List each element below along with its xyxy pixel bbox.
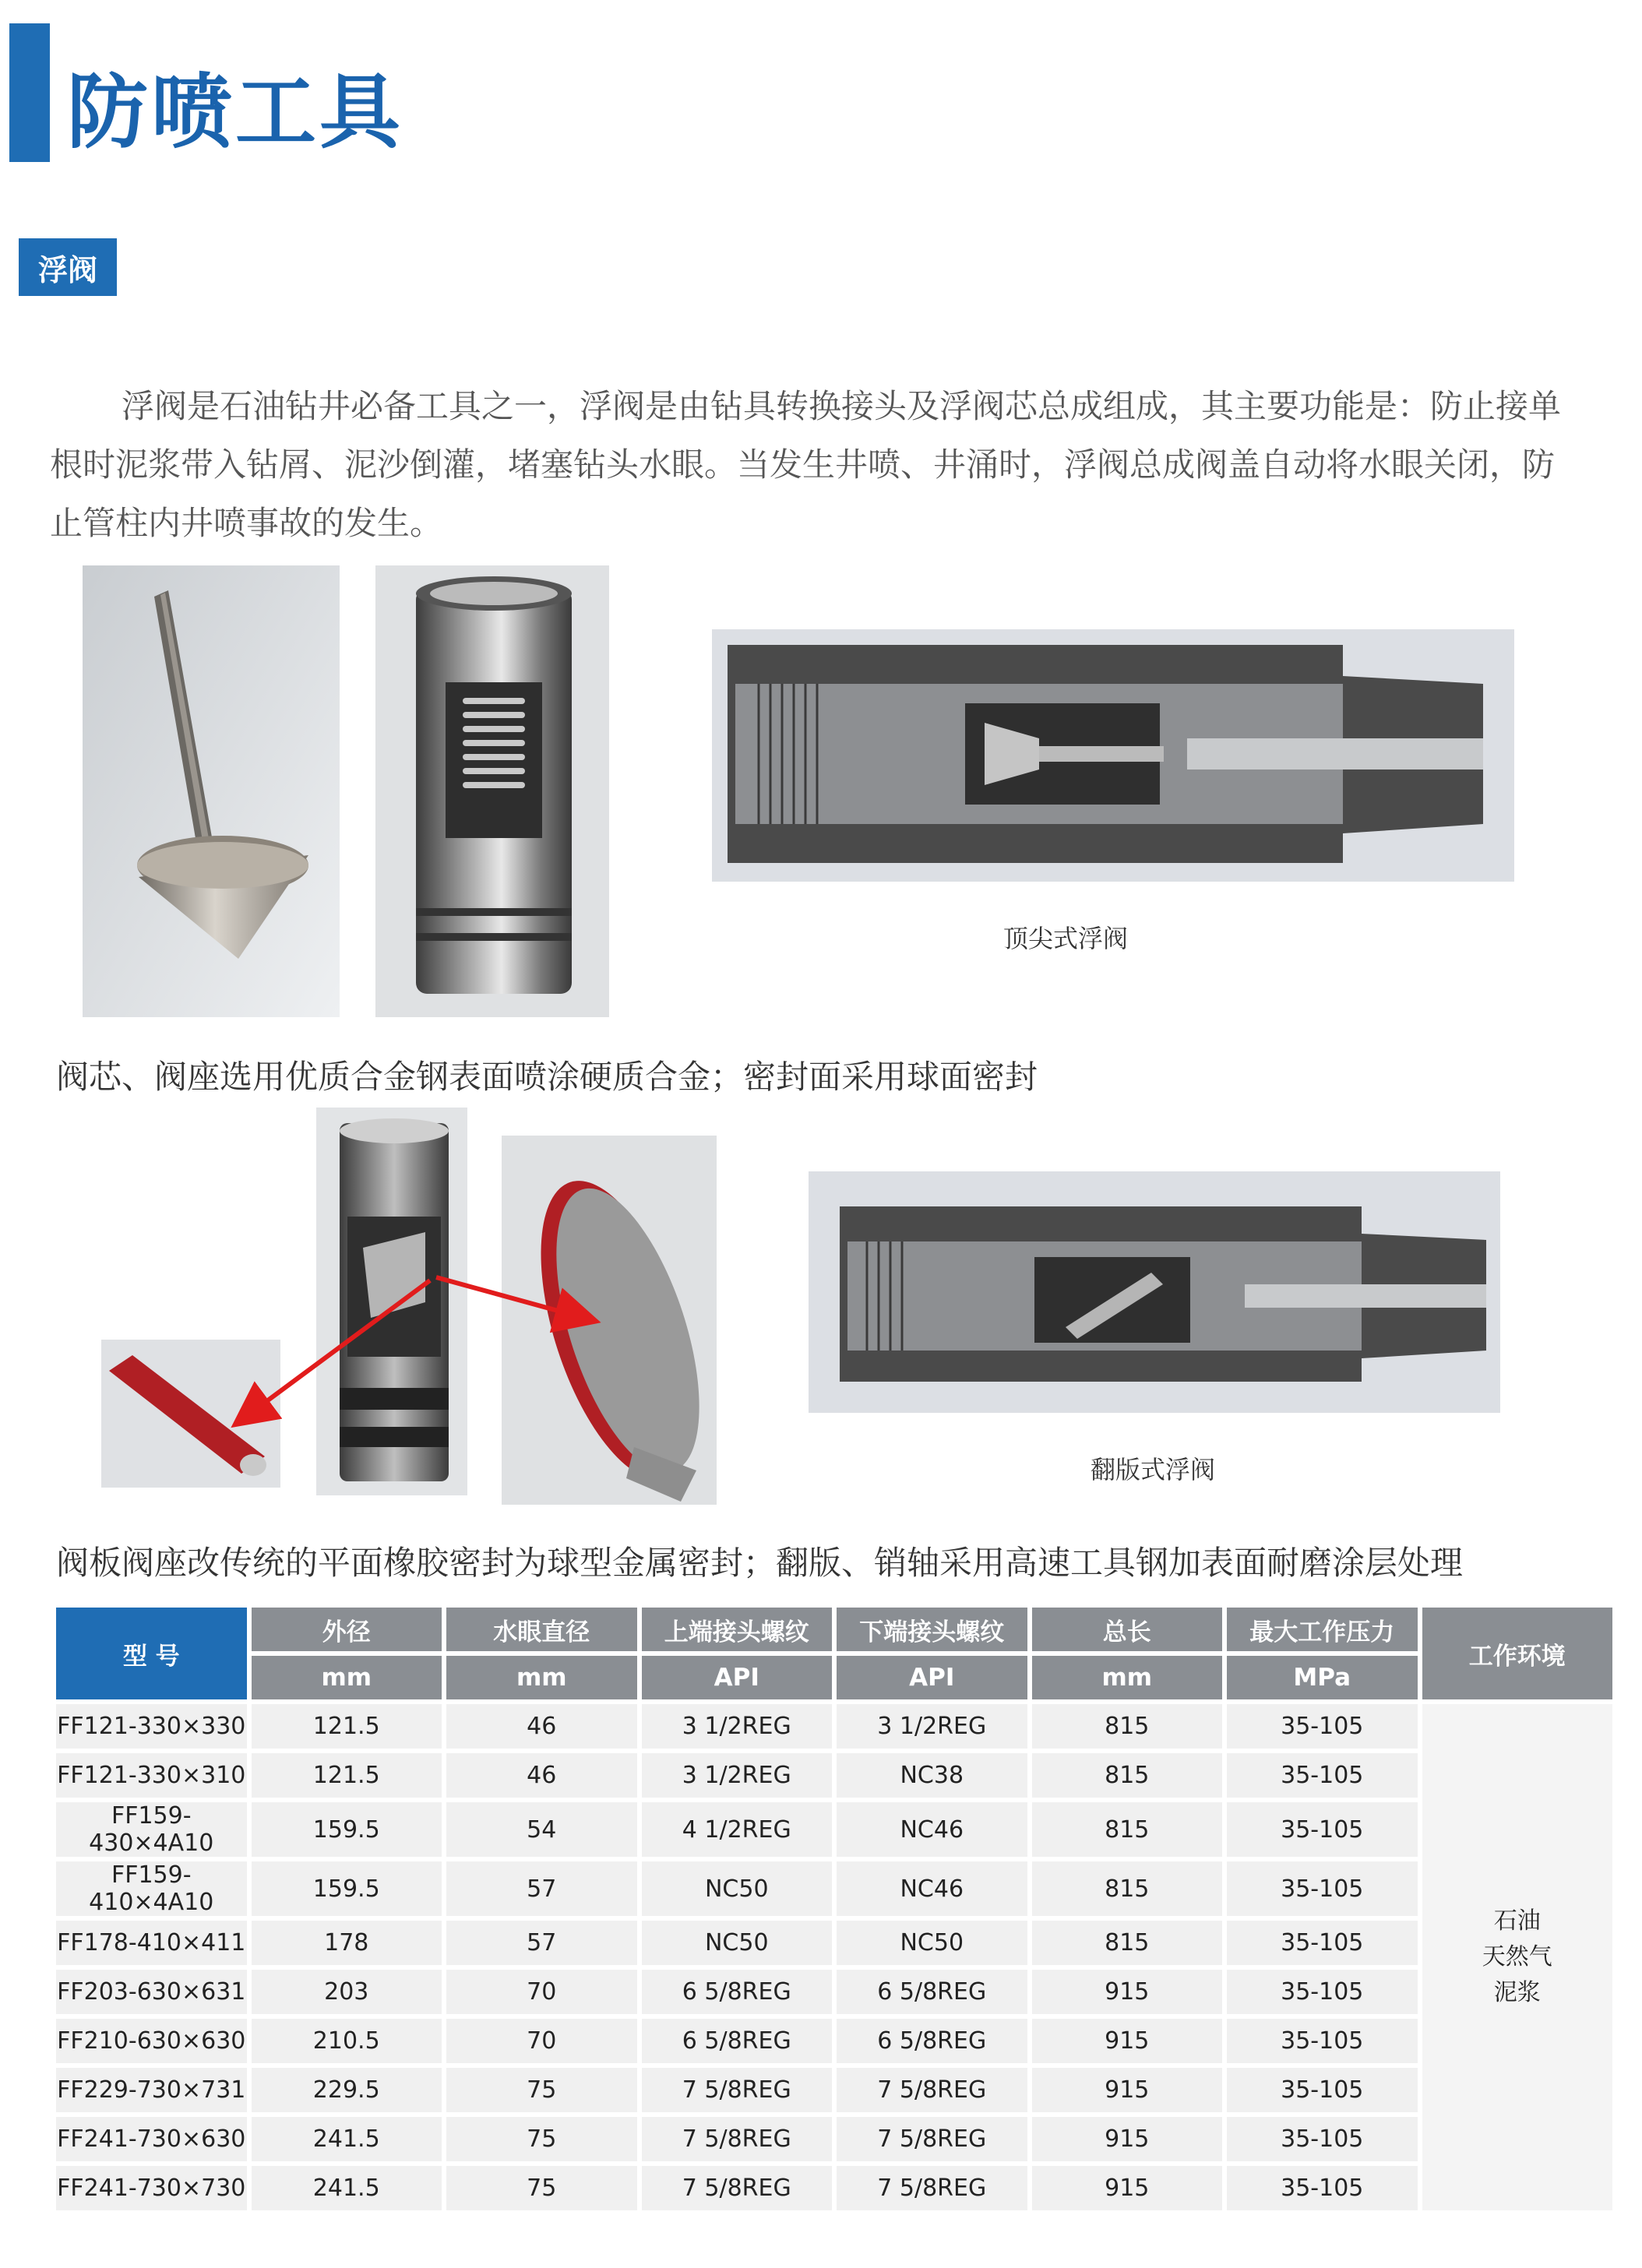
- header-upper-thread: 上端接头螺纹: [642, 1608, 833, 1651]
- cell-pressure: 35-105: [1227, 2019, 1418, 2063]
- cell-pressure: 35-105: [1227, 2117, 1418, 2161]
- cell-lower-thread: NC38: [837, 1753, 1027, 1798]
- unit-lower-thread: API: [837, 1656, 1027, 1699]
- cell-length: 815: [1032, 1861, 1223, 1916]
- cell-pressure: 35-105: [1227, 1753, 1418, 1798]
- table-row: [56, 1802, 1612, 1857]
- cell-bore: 46: [446, 1704, 637, 1749]
- cell-bore: 70: [446, 2019, 637, 2063]
- env-oil: 石油: [1493, 1907, 1541, 1935]
- cell-length: 815: [1032, 1704, 1223, 1749]
- unit-od: mm: [252, 1656, 442, 1699]
- cell-length: 915: [1032, 2019, 1223, 2063]
- cell-bore: 57: [446, 1861, 637, 1916]
- cell-bore: 75: [446, 2068, 637, 2112]
- spec-table: [51, 1603, 1617, 2215]
- cell-lower-thread: NC46: [837, 1802, 1027, 1857]
- cell-length: 915: [1032, 2166, 1223, 2210]
- cell-pressure: 35-105: [1227, 1704, 1418, 1749]
- cell-bore: 75: [446, 2166, 637, 2210]
- caption-valve-material: 阀芯、阀座选用优质合金钢表面喷涂硬质合金；密封面采用球面密封: [56, 1058, 1038, 1096]
- figure-label-flapper: 翻版式浮阀: [1090, 1455, 1215, 1484]
- top-point-valve-cross-section: [712, 629, 1514, 882]
- cell-pressure: 35-105: [1227, 2166, 1418, 2210]
- caption-seal-material: 阀板阀座改传统的平面橡胶密封为球型金属密封；翻版、销轴采用高速工具钢加表面耐磨涂层处理: [56, 1544, 1464, 1582]
- cell-upper-thread: 3 1/2REG: [642, 1704, 833, 1749]
- figure-label-top-point: 顶尖式浮阀: [1002, 924, 1128, 953]
- table-row: [56, 2117, 1612, 2161]
- cell-pressure: 35-105: [1227, 1970, 1418, 2014]
- cell-bore: 54: [446, 1802, 637, 1857]
- cell-model: FF121-330×330: [56, 1704, 247, 1749]
- env-mud: 泥浆: [1493, 1979, 1541, 2006]
- cell-od: 159.5: [252, 1861, 442, 1916]
- section-tag: 浮阀: [19, 238, 117, 296]
- cell-model: FF178-410×411: [56, 1921, 247, 1965]
- cell-pressure: 35-105: [1227, 1921, 1418, 1965]
- cell-model: FF159-430×4A10: [56, 1802, 247, 1857]
- cell-od: 159.5: [252, 1802, 442, 1857]
- cell-lower-thread: 3 1/2REG: [837, 1704, 1027, 1749]
- cell-lower-thread: 6 5/8REG: [837, 1970, 1027, 2014]
- cell-lower-thread: NC50: [837, 1921, 1027, 1965]
- table-row: [56, 2068, 1612, 2112]
- cell-pressure: 35-105: [1227, 2068, 1418, 2112]
- cell-upper-thread: 3 1/2REG: [642, 1753, 833, 1798]
- cell-od: 178: [252, 1921, 442, 1965]
- cell-length: 815: [1032, 1921, 1223, 1965]
- cell-od: 241.5: [252, 2117, 442, 2161]
- cell-upper-thread: 4 1/2REG: [642, 1802, 833, 1857]
- table-row: [56, 1704, 1612, 1749]
- cell-upper-thread: 6 5/8REG: [642, 2019, 833, 2063]
- cell-lower-thread: 6 5/8REG: [837, 2019, 1027, 2063]
- env-gas: 天然气: [1482, 1943, 1552, 1970]
- cell-length: 915: [1032, 2068, 1223, 2112]
- table-row: [56, 1861, 1612, 1916]
- cell-model: FF210-630×630: [56, 2019, 247, 2063]
- cell-od: 121.5: [252, 1753, 442, 1798]
- cell-model: FF159-410×4A10: [56, 1861, 247, 1916]
- cell-bore: 57: [446, 1921, 637, 1965]
- cell-model: FF121-330×310: [56, 1753, 247, 1798]
- cell-length: 915: [1032, 1970, 1223, 2014]
- unit-pressure: MPa: [1227, 1656, 1418, 1699]
- unit-bore: mm: [446, 1656, 637, 1699]
- cell-length: 815: [1032, 1802, 1223, 1857]
- cell-pressure: 35-105: [1227, 1861, 1418, 1916]
- table-row: [56, 1921, 1612, 1965]
- cell-upper-thread: 6 5/8REG: [642, 1970, 833, 2014]
- header-lower-thread: 下端接头螺纹: [837, 1608, 1027, 1651]
- cell-od: 121.5: [252, 1704, 442, 1749]
- valve-cage-photo: [375, 565, 609, 1017]
- cell-length: 815: [1032, 1753, 1223, 1798]
- flapper-valve-cross-section: [809, 1171, 1500, 1413]
- table-row: [56, 1753, 1612, 1798]
- cell-upper-thread: NC50: [642, 1921, 833, 1965]
- cell-length: 915: [1032, 2117, 1223, 2161]
- cell-model: FF229-730×731: [56, 2068, 247, 2112]
- intro-paragraph: 浮阀是石油钻井必备工具之一，浮阀是由钻具转换接头及浮阀芯总成组成，其主要功能是：防止接单根时泥浆带入钻屑、泥沙倒灌，堵塞钻头水眼。当发生井喷、井涌时，浮阀总成阀盖自动将水眼关闭，防止管柱内井喷事故的发生。: [50, 387, 1562, 542]
- header-bore: 水眼直径: [446, 1608, 637, 1651]
- cell-upper-thread: 7 5/8REG: [642, 2068, 833, 2112]
- cell-environment: [1422, 1704, 1613, 2210]
- pointer-arrows: [226, 1246, 631, 1441]
- unit-length: mm: [1032, 1656, 1223, 1699]
- cell-lower-thread: NC46: [837, 1861, 1027, 1916]
- header-environment: 工作环境: [1422, 1608, 1613, 1699]
- header-model: 型 号: [56, 1608, 247, 1699]
- page-title: 防喷工具: [67, 65, 404, 160]
- cell-od: 210.5: [252, 2019, 442, 2063]
- table-row: [56, 2019, 1612, 2063]
- cell-bore: 70: [446, 1970, 637, 2014]
- table-header-row: [56, 1608, 1612, 1651]
- title-accent-bar: [9, 23, 50, 162]
- cell-upper-thread: 7 5/8REG: [642, 2166, 833, 2210]
- table-row: [56, 2166, 1612, 2210]
- table-row: [56, 1970, 1612, 2014]
- header-od: 外径: [252, 1608, 442, 1651]
- cell-od: 229.5: [252, 2068, 442, 2112]
- cell-lower-thread: 7 5/8REG: [837, 2117, 1027, 2161]
- cell-model: FF241-730×730: [56, 2166, 247, 2210]
- cell-upper-thread: 7 5/8REG: [642, 2117, 833, 2161]
- cell-od: 241.5: [252, 2166, 442, 2210]
- cell-model: FF241-730×630: [56, 2117, 247, 2161]
- cell-upper-thread: NC50: [642, 1861, 833, 1916]
- table-units-row: [56, 1656, 1612, 1699]
- cell-model: FF203-630×631: [56, 1970, 247, 2014]
- cell-bore: 46: [446, 1753, 637, 1798]
- cell-lower-thread: 7 5/8REG: [837, 2068, 1027, 2112]
- cell-lower-thread: 7 5/8REG: [837, 2166, 1027, 2210]
- header-pressure: 最大工作压力: [1227, 1608, 1418, 1651]
- unit-upper-thread: API: [642, 1656, 833, 1699]
- cell-od: 203: [252, 1970, 442, 2014]
- cell-pressure: 35-105: [1227, 1802, 1418, 1857]
- cell-bore: 75: [446, 2117, 637, 2161]
- valve-stem-photo: [83, 565, 340, 1017]
- header-length: 总长: [1032, 1608, 1223, 1651]
